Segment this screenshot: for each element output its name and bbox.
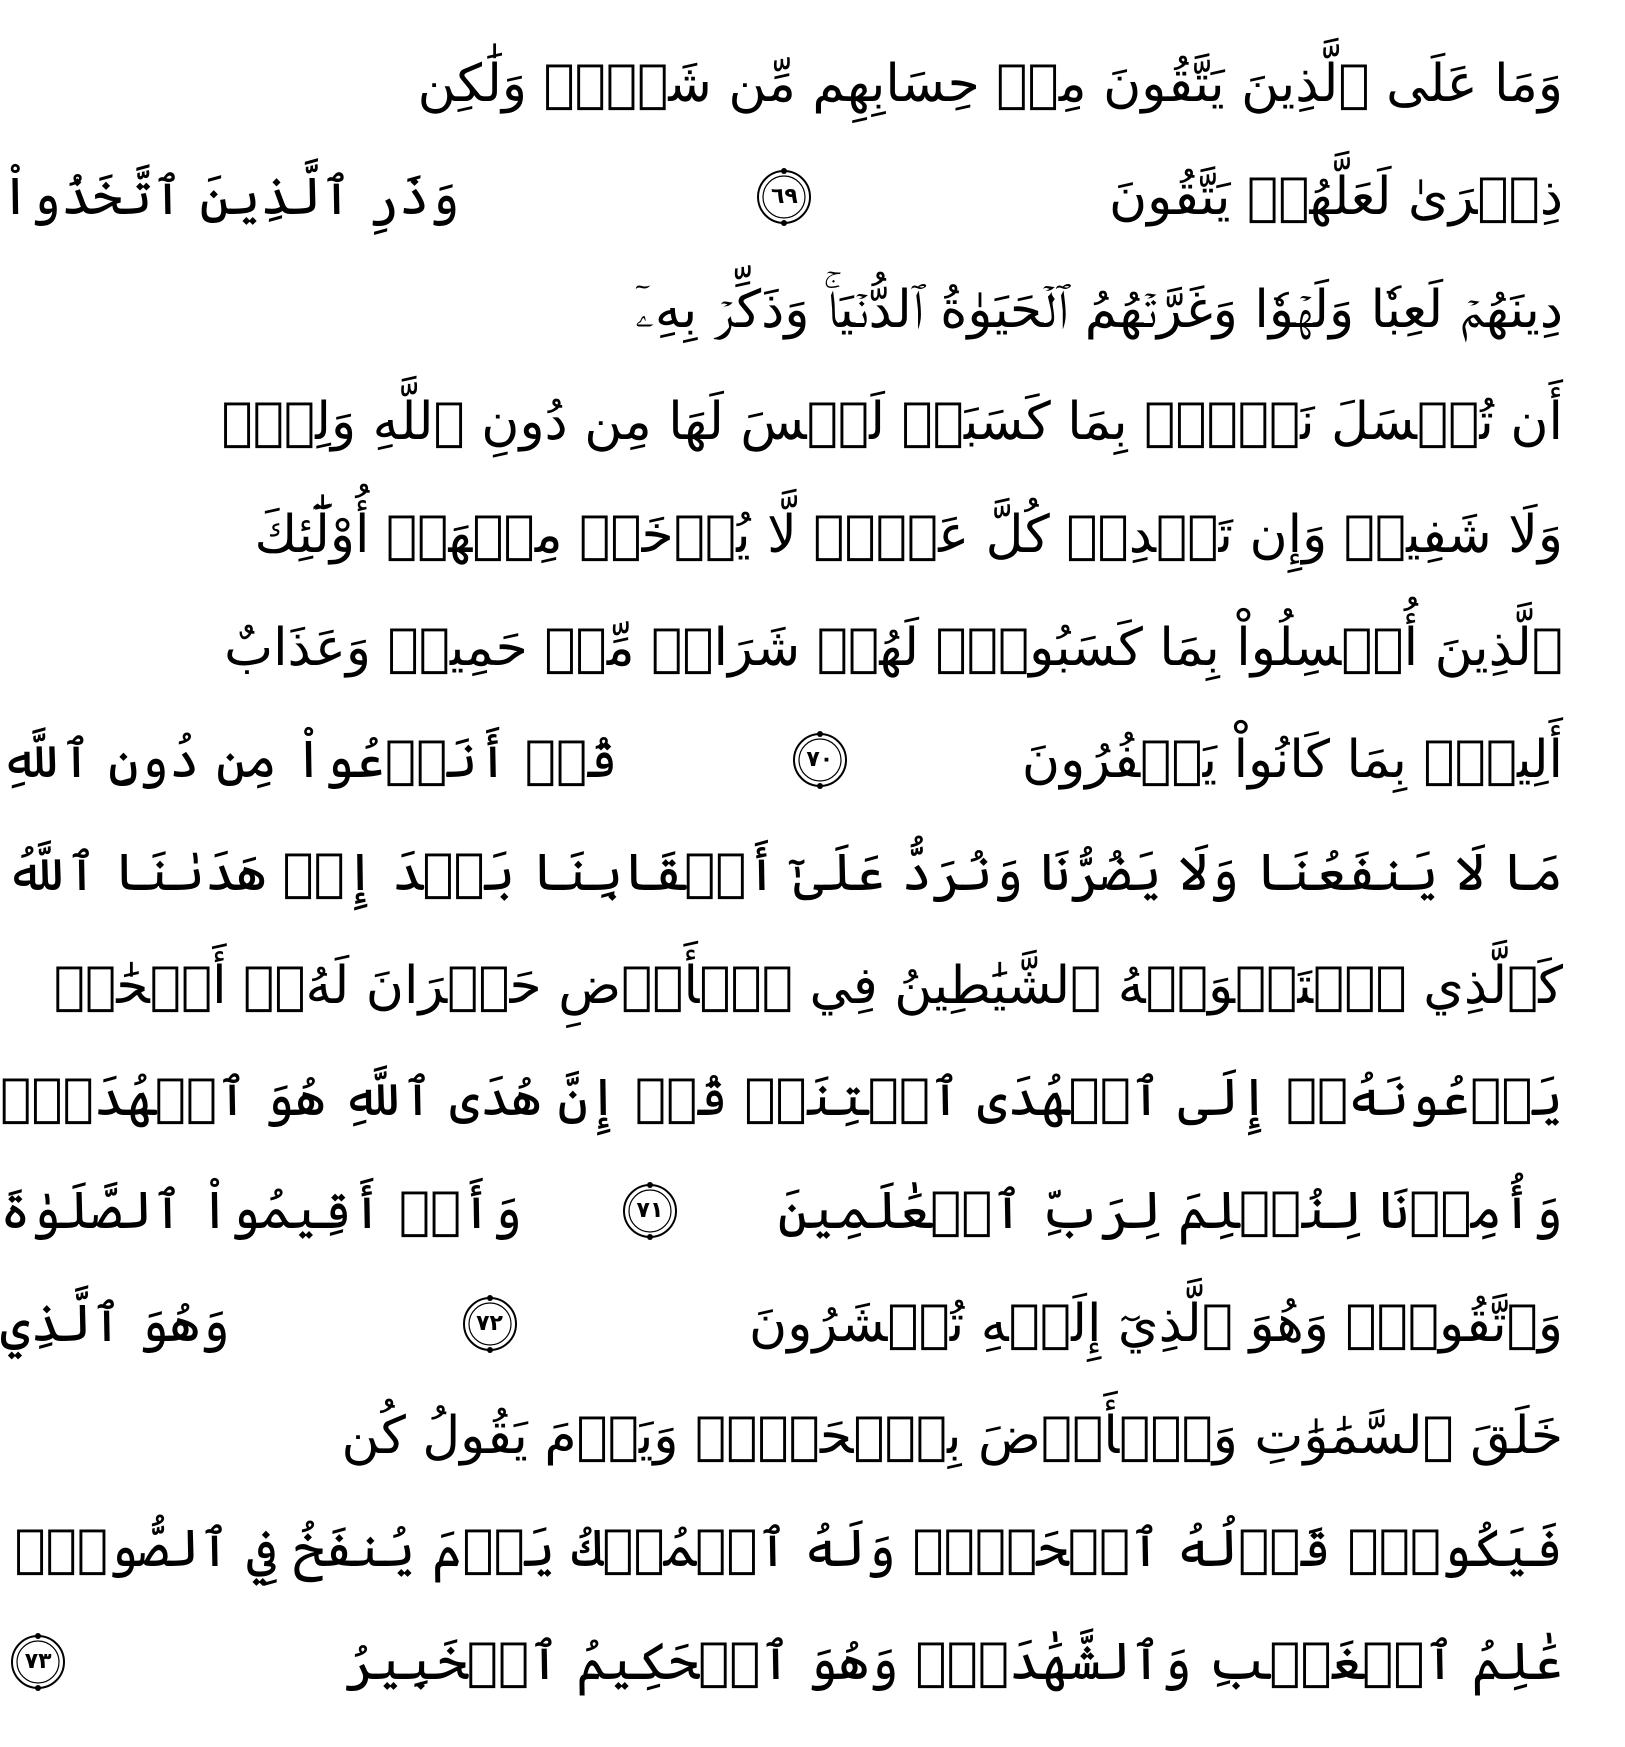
text-line-14: [0, 1493, 1563, 1606]
ayah-number: ٧٢: [476, 1310, 503, 1336]
ayah-end-marker-icon: [8, 1632, 68, 1692]
line-text: ٱلَّذِينَ أُبۡسِلُواْ بِمَا كَسَبُواْۖ لَهُمۡ شَرَابٞ مِّنۡ حَمِيمٖ وَعَذَابٌ: [224, 617, 1563, 678]
ayah-end-marker-icon: [460, 1294, 520, 1354]
ayah-number: ٦٩: [770, 183, 798, 209]
text-line-4: [0, 366, 1563, 479]
mushaf-page: [0, 28, 1563, 1718]
ayah-end-marker-icon: [620, 1181, 680, 1241]
line-text: عَٰلِمُ ٱلۡغَيۡبِ وَٱلشَّهَٰدَةِۚ وَهُوَ ٱلۡحَكِيمُ ٱلۡخَبِيرُ: [344, 1631, 1563, 1692]
text-line-1: [0, 28, 1563, 141]
text-line-13: [0, 1380, 1563, 1493]
ayah-number: ٧٠: [806, 747, 834, 773]
verse-lines: [0, 28, 1563, 1718]
line-text: وَأُمِرۡنَا لِنُسۡلِمَ لِرَبِّ ٱلۡعَٰلَمِينَ: [777, 1180, 1563, 1241]
line-text: كَٱلَّذِي ٱسۡتَهۡوَتۡهُ ٱلشَّيَٰطِينُ فِي ٱلۡأَرۡضِ حَيۡرَانَ لَهُۥٓ أَصۡحَٰبٞ: [53, 955, 1563, 1016]
text-line-11: [0, 1155, 1563, 1268]
text-line-5: [0, 479, 1563, 592]
line-text: أَلِيمُۢ بِمَا كَانُواْ يَكۡفُرُونَ: [1021, 730, 1563, 791]
line-text: وَمَا عَلَى ٱلَّذِينَ يَتَّقُونَ مِنۡ حِسَابِهِم مِّن شَيۡءٖ وَلَٰكِن: [417, 54, 1563, 115]
line-text: وَأَنۡ أَقِيمُواْ ٱلصَّلَوٰةَ: [0, 1180, 523, 1241]
line-text: وَذَرِ ٱلَّذِينَ ٱتَّخَذُواْ: [0, 166, 460, 227]
ayah-end-marker-icon: [754, 167, 814, 227]
line-text: فَيَكُونُۚ قَوۡلُهُ ٱلۡحَقُّۚ وَلَهُ ٱلۡمُلۡكُ يَوۡمَ يُنفَخُ فِي ٱلصُّورِۚ: [14, 1518, 1563, 1579]
line-text: يَدۡعُونَهُۥٓ إِلَى ٱلۡهُدَى ٱئۡتِنَاۗ قُلۡ إِنَّ هُدَى ٱللَّهِ هُوَ ٱلۡهُدَىٰۖ: [0, 1068, 1563, 1129]
text-line-3: [0, 253, 1563, 366]
line-text: وَهُوَ ٱلَّذِي: [0, 1293, 230, 1354]
text-line-8: [0, 817, 1563, 930]
text-line-2: [0, 141, 1563, 254]
text-line-12: [0, 1267, 1563, 1380]
line-text: أَن تُبۡسَلَ نَفۡسُۢ بِمَا كَسَبَتۡ لَيۡسَ لَهَا مِن دُونِ ٱللَّهِ وَلِيّٞ: [221, 392, 1563, 453]
text-line-6: [0, 591, 1563, 704]
text-line-15: [0, 1605, 1563, 1718]
line-text: دِينَهُمۡ لَعِبٗا وَلَهۡوٗا وَغَرَّتۡهُمُ ٱلۡحَيَوٰةُ ٱلدُّنۡيَاۚ وَذَكِّرۡ بِهِۦٓ: [635, 279, 1563, 340]
line-text: وَٱتَّقُوهُۚ وَهُوَ ٱلَّذِيٓ إِلَيۡهِ تُحۡشَرُونَ: [749, 1293, 1563, 1354]
line-text: مَا لَا يَنفَعُنَا وَلَا يَضُرُّنَا وَنُرَدُّ عَلَىٰٓ أَعۡقَابِنَا بَعۡدَ إِذۡ هَدَىٰنَا ٱللَّهُ: [5, 842, 1563, 903]
ayah-end-marker-icon: [790, 730, 850, 790]
ayah-number: ٧١: [636, 1197, 664, 1223]
line-text: قُلۡ أَنَدۡعُواْ مِن دُونِ ٱللَّهِ: [0, 730, 618, 791]
text-line-9: [0, 929, 1563, 1042]
ayah-number: ٧٣: [24, 1648, 52, 1674]
line-text: خَلَقَ ٱلسَّمَٰوَٰتِ وَٱلۡأَرۡضَ بِٱلۡحَقِّۖ وَيَوۡمَ يَقُولُ كُن: [341, 1406, 1563, 1467]
line-text: ذِكۡرَىٰ لَعَلَّهُمۡ يَتَّقُونَ: [1108, 166, 1563, 227]
line-text: وَلَا شَفِيعٞ وَإِن تَعۡدِلۡ كُلَّ عَدۡلٖ لَّا يُؤۡخَذۡ مِنۡهَآۗ أُوْلَٰٓئِكَ: [254, 504, 1563, 565]
text-line-10: [0, 1042, 1563, 1155]
text-line-7: [0, 704, 1563, 817]
